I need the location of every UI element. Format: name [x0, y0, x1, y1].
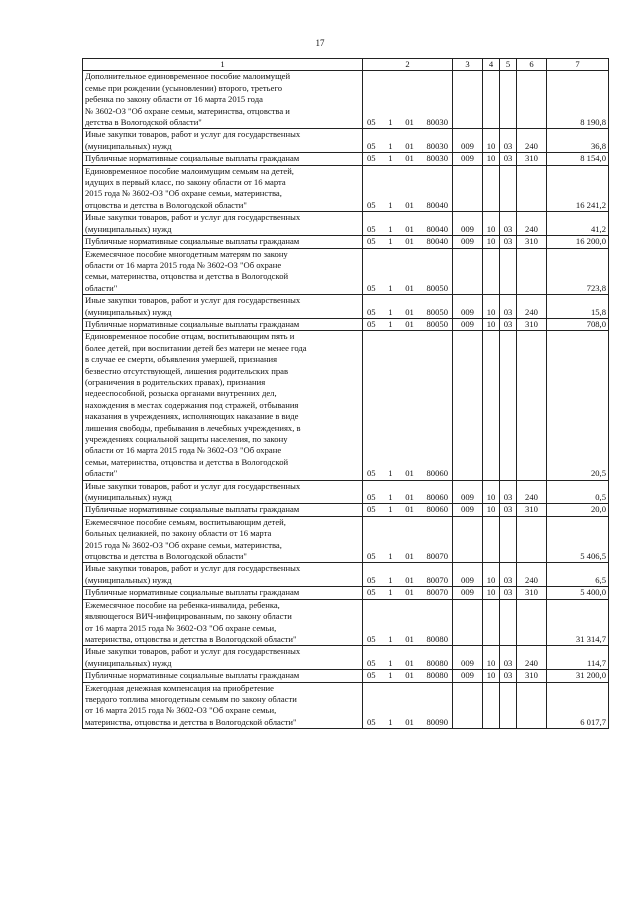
row-amount: 6 017,7	[547, 682, 609, 729]
code-direction: 80030	[426, 117, 448, 128]
row-section: 10	[483, 670, 500, 682]
code-direction: 80050	[426, 306, 448, 317]
row-grbs	[453, 71, 483, 129]
row-amount: 0,5	[547, 480, 609, 504]
code-subprogram: 1	[388, 716, 393, 727]
code-subprogram: 1	[388, 574, 393, 585]
code-program: 05	[367, 551, 376, 562]
code-direction: 80030	[426, 140, 448, 151]
code-subprogram: 1	[388, 318, 393, 329]
row-subsection	[500, 331, 517, 480]
row-description: Дополнительное единовременное пособие малоимущей семье при рождении (усыновлении) второго, третьего ребенка по закону области от 16 марта 2015 года № 3602-ОЗ "Об охране семьи, материнства, отцовства и детства в Вологодской области"	[83, 71, 363, 129]
table-row	[83, 331, 609, 480]
code-main-event: 01	[405, 140, 414, 151]
code-main-event: 01	[405, 551, 414, 562]
row-target-article-code	[363, 682, 453, 729]
code-program: 05	[367, 633, 376, 644]
code-direction: 80040	[426, 236, 448, 247]
table-row	[83, 480, 609, 504]
row-grbs: 009	[453, 295, 483, 319]
code-subprogram: 1	[388, 223, 393, 234]
row-section	[483, 599, 500, 646]
row-section: 10	[483, 153, 500, 165]
row-grbs: 009	[453, 504, 483, 516]
row-grbs	[453, 165, 483, 212]
row-description: Единовременное пособие малоимущим семьям на детей, идущих в первый класс, по закону области от 16 марта 2015 года № 3602-ОЗ "Об охране семьи, материнства, отцовства и детства в Вологодской области"	[83, 165, 363, 212]
row-expense-type: 240	[517, 129, 547, 153]
row-description: Публичные нормативные социальные выплаты гражданам	[83, 153, 363, 165]
row-target-article-code	[363, 165, 453, 212]
row-expense-type: 240	[517, 295, 547, 319]
table-row	[83, 153, 609, 165]
row-section: 10	[483, 236, 500, 248]
code-subprogram: 1	[388, 492, 393, 503]
table-row	[83, 587, 609, 599]
row-target-article-code	[363, 153, 453, 165]
row-subsection: 03	[500, 670, 517, 682]
row-subsection: 03	[500, 587, 517, 599]
row-description: Публичные нормативные социальные выплаты гражданам	[83, 318, 363, 330]
row-description: Ежегодная денежная компенсация на приобретение твердого топлива многодетным семьям по закону области от 16 марта 2015 года № 3602-ОЗ "Об охране семьи, материнства, отцовства и детства в Вологодской области"	[83, 682, 363, 729]
row-subsection	[500, 248, 517, 295]
row-grbs	[453, 516, 483, 563]
row-grbs: 009	[453, 563, 483, 587]
row-target-article-code	[363, 646, 453, 670]
row-target-article-code	[363, 504, 453, 516]
row-section	[483, 682, 500, 729]
table-row	[83, 504, 609, 516]
row-expense-type	[517, 71, 547, 129]
budget-table-body	[83, 59, 609, 729]
row-subsection	[500, 516, 517, 563]
code-subprogram: 1	[388, 199, 393, 210]
code-program: 05	[367, 117, 376, 128]
code-main-event: 01	[405, 587, 414, 598]
code-subprogram: 1	[388, 504, 393, 515]
row-expense-type: 240	[517, 212, 547, 236]
row-grbs: 009	[453, 587, 483, 599]
row-subsection: 03	[500, 318, 517, 330]
row-amount: 20,5	[547, 331, 609, 480]
row-subsection: 03	[500, 295, 517, 319]
table-row	[83, 318, 609, 330]
code-subprogram: 1	[388, 670, 393, 681]
row-grbs	[453, 682, 483, 729]
row-grbs: 009	[453, 646, 483, 670]
row-subsection: 03	[500, 153, 517, 165]
row-target-article-code	[363, 563, 453, 587]
code-main-event: 01	[405, 282, 414, 293]
code-subprogram: 1	[388, 236, 393, 247]
row-expense-type: 240	[517, 563, 547, 587]
row-amount: 41,2	[547, 212, 609, 236]
row-section: 10	[483, 129, 500, 153]
code-program: 05	[367, 306, 376, 317]
code-program: 05	[367, 468, 376, 479]
row-grbs	[453, 248, 483, 295]
table-row	[83, 516, 609, 563]
code-subprogram: 1	[388, 587, 393, 598]
row-amount: 20,0	[547, 504, 609, 516]
table-row	[83, 670, 609, 682]
row-subsection: 03	[500, 480, 517, 504]
row-target-article-code	[363, 129, 453, 153]
row-subsection	[500, 682, 517, 729]
code-program: 05	[367, 716, 376, 727]
row-target-article-code	[363, 295, 453, 319]
row-amount: 708,0	[547, 318, 609, 330]
row-amount: 5 400,0	[547, 587, 609, 599]
code-program: 05	[367, 140, 376, 151]
code-direction: 80080	[426, 670, 448, 681]
code-program: 05	[367, 587, 376, 598]
row-expense-type: 240	[517, 480, 547, 504]
row-subsection: 03	[500, 129, 517, 153]
row-grbs: 009	[453, 670, 483, 682]
column-header: 5	[500, 59, 517, 71]
row-section	[483, 331, 500, 480]
code-main-event: 01	[405, 236, 414, 247]
row-expense-type: 310	[517, 504, 547, 516]
row-expense-type	[517, 599, 547, 646]
row-grbs: 009	[453, 129, 483, 153]
row-section	[483, 71, 500, 129]
code-program: 05	[367, 153, 376, 164]
row-amount: 5 406,5	[547, 516, 609, 563]
row-description: Иные закупки товаров, работ и услуг для государственных (муниципальных) нужд	[83, 563, 363, 587]
code-main-event: 01	[405, 633, 414, 644]
row-amount: 36,8	[547, 129, 609, 153]
row-description: Иные закупки товаров, работ и услуг для государственных (муниципальных) нужд	[83, 646, 363, 670]
row-expense-type: 310	[517, 236, 547, 248]
code-subprogram: 1	[388, 282, 393, 293]
code-subprogram: 1	[388, 468, 393, 479]
row-section: 10	[483, 295, 500, 319]
row-section: 10	[483, 563, 500, 587]
code-main-event: 01	[405, 492, 414, 503]
code-direction: 80030	[426, 153, 448, 164]
code-direction: 80040	[426, 223, 448, 234]
row-grbs: 009	[453, 236, 483, 248]
code-program: 05	[367, 282, 376, 293]
row-amount: 8 154,0	[547, 153, 609, 165]
table-row	[83, 165, 609, 212]
row-amount: 15,8	[547, 295, 609, 319]
column-header: 2	[363, 59, 453, 71]
row-description: Публичные нормативные социальные выплаты гражданам	[83, 670, 363, 682]
code-program: 05	[367, 492, 376, 503]
row-description: Публичные нормативные социальные выплаты гражданам	[83, 587, 363, 599]
column-header: 3	[453, 59, 483, 71]
code-subprogram: 1	[388, 117, 393, 128]
row-amount: 31 200,0	[547, 670, 609, 682]
row-section: 10	[483, 318, 500, 330]
row-section: 10	[483, 480, 500, 504]
row-description: Иные закупки товаров, работ и услуг для государственных (муниципальных) нужд	[83, 295, 363, 319]
code-program: 05	[367, 657, 376, 668]
row-grbs: 009	[453, 480, 483, 504]
row-description: Иные закупки товаров, работ и услуг для государственных (муниципальных) нужд	[83, 480, 363, 504]
table-row	[83, 295, 609, 319]
code-direction: 80050	[426, 318, 448, 329]
row-section: 10	[483, 646, 500, 670]
code-direction: 80070	[426, 551, 448, 562]
code-program: 05	[367, 223, 376, 234]
code-main-event: 01	[405, 504, 414, 515]
row-subsection: 03	[500, 504, 517, 516]
code-subprogram: 1	[388, 153, 393, 164]
row-target-article-code	[363, 599, 453, 646]
code-direction: 80060	[426, 468, 448, 479]
row-description: Иные закупки товаров, работ и услуг для государственных (муниципальных) нужд	[83, 129, 363, 153]
column-header: 7	[547, 59, 609, 71]
row-amount: 16 200,0	[547, 236, 609, 248]
table-row	[83, 599, 609, 646]
code-program: 05	[367, 574, 376, 585]
row-subsection: 03	[500, 646, 517, 670]
code-program: 05	[367, 318, 376, 329]
row-section	[483, 516, 500, 563]
code-program: 05	[367, 199, 376, 210]
row-target-article-code	[363, 248, 453, 295]
code-main-event: 01	[405, 306, 414, 317]
code-direction: 80060	[426, 492, 448, 503]
column-header: 6	[517, 59, 547, 71]
code-direction: 80040	[426, 199, 448, 210]
code-direction: 80080	[426, 657, 448, 668]
code-main-event: 01	[405, 670, 414, 681]
row-expense-type: 310	[517, 587, 547, 599]
code-main-event: 01	[405, 468, 414, 479]
column-header: 4	[483, 59, 500, 71]
table-header-row	[83, 59, 609, 71]
table-row	[83, 236, 609, 248]
code-subprogram: 1	[388, 657, 393, 668]
code-direction: 80090	[426, 716, 448, 727]
code-main-event: 01	[405, 318, 414, 329]
code-program: 05	[367, 236, 376, 247]
row-section	[483, 165, 500, 212]
column-header: 1	[83, 59, 363, 71]
row-description: Ежемесячное пособие семьям, воспитывающим детей, больных целиакией, по закону области от 16 марта 2015 года № 3602-ОЗ "Об охране семьи, материнства, отцовства и детства в Вологодской области"	[83, 516, 363, 563]
code-direction: 80070	[426, 574, 448, 585]
table-row	[83, 129, 609, 153]
row-amount: 31 314,7	[547, 599, 609, 646]
code-main-event: 01	[405, 657, 414, 668]
row-subsection	[500, 71, 517, 129]
row-subsection	[500, 165, 517, 212]
row-description: Ежемесячное пособие на ребенка-инвалида, ребенка, являющегося ВИЧ-инфицированным, по закону области от 16 марта 2015 года № 3602-ОЗ "Об охране семьи, материнства, отцовства и детства в Вологодской области"	[83, 599, 363, 646]
row-expense-type: 310	[517, 670, 547, 682]
table-row	[83, 682, 609, 729]
row-description: Единовременное пособие отцам, воспитывающим пять и более детей, при воспитании детей без матери не менее года в случае ее смерти, объявления умершей, признания безвестно отсутствующей, лишения родительских прав (ограничения в родительских правах), признания недееспособной, розыска органами внутренних дел, нахождения в местах содержания под стражей, отбывания наказания в учреждениях, исполняющих наказание в виде лишения свободы, пребывания в лечебных учреждениях, в учреждениях социальной защиты населения, по закону области от 16 марта 2015 года № 3602-ОЗ "Об охране семьи, материнства, отцовства и детства в Вологодской области"	[83, 331, 363, 480]
row-amount: 16 241,2	[547, 165, 609, 212]
row-grbs: 009	[453, 153, 483, 165]
code-subprogram: 1	[388, 633, 393, 644]
row-amount: 6,5	[547, 563, 609, 587]
row-amount: 723,8	[547, 248, 609, 295]
code-main-event: 01	[405, 117, 414, 128]
row-description: Ежемесячное пособие многодетным матерям по закону области от 16 марта 2015 года № 3602-ОЗ "Об охране семьи, материнства, отцовства и детства в Вологодской области"	[83, 248, 363, 295]
code-subprogram: 1	[388, 306, 393, 317]
row-description: Публичные нормативные социальные выплаты гражданам	[83, 504, 363, 516]
row-section: 10	[483, 504, 500, 516]
code-program: 05	[367, 670, 376, 681]
row-expense-type: 310	[517, 318, 547, 330]
row-grbs	[453, 599, 483, 646]
row-amount: 114,7	[547, 646, 609, 670]
code-direction: 80080	[426, 633, 448, 644]
row-expense-type	[517, 165, 547, 212]
row-section: 10	[483, 212, 500, 236]
table-row	[83, 212, 609, 236]
row-expense-type	[517, 516, 547, 563]
code-main-event: 01	[405, 199, 414, 210]
row-description: Иные закупки товаров, работ и услуг для государственных (муниципальных) нужд	[83, 212, 363, 236]
row-expense-type: 240	[517, 646, 547, 670]
table-row	[83, 563, 609, 587]
code-program: 05	[367, 504, 376, 515]
table-row	[83, 248, 609, 295]
code-main-event: 01	[405, 153, 414, 164]
page-number: 17	[315, 38, 325, 48]
row-grbs: 009	[453, 318, 483, 330]
row-subsection: 03	[500, 236, 517, 248]
row-section	[483, 248, 500, 295]
row-target-article-code	[363, 236, 453, 248]
row-expense-type	[517, 248, 547, 295]
table-row	[83, 71, 609, 129]
code-main-event: 01	[405, 574, 414, 585]
row-target-article-code	[363, 318, 453, 330]
code-main-event: 01	[405, 223, 414, 234]
row-grbs	[453, 331, 483, 480]
row-target-article-code	[363, 212, 453, 236]
row-subsection: 03	[500, 563, 517, 587]
row-expense-type	[517, 682, 547, 729]
code-subprogram: 1	[388, 140, 393, 151]
row-target-article-code	[363, 480, 453, 504]
row-target-article-code	[363, 587, 453, 599]
table-row	[83, 646, 609, 670]
code-direction: 80050	[426, 282, 448, 293]
code-direction: 80060	[426, 504, 448, 515]
row-target-article-code	[363, 670, 453, 682]
row-amount: 8 190,8	[547, 71, 609, 129]
code-subprogram: 1	[388, 551, 393, 562]
budget-table	[82, 58, 609, 729]
code-direction: 80070	[426, 587, 448, 598]
row-target-article-code	[363, 71, 453, 129]
row-section: 10	[483, 587, 500, 599]
code-main-event: 01	[405, 716, 414, 727]
row-grbs: 009	[453, 212, 483, 236]
row-expense-type	[517, 331, 547, 480]
row-target-article-code	[363, 331, 453, 480]
row-target-article-code	[363, 516, 453, 563]
row-expense-type: 310	[517, 153, 547, 165]
row-subsection: 03	[500, 212, 517, 236]
row-subsection	[500, 599, 517, 646]
row-description: Публичные нормативные социальные выплаты гражданам	[83, 236, 363, 248]
